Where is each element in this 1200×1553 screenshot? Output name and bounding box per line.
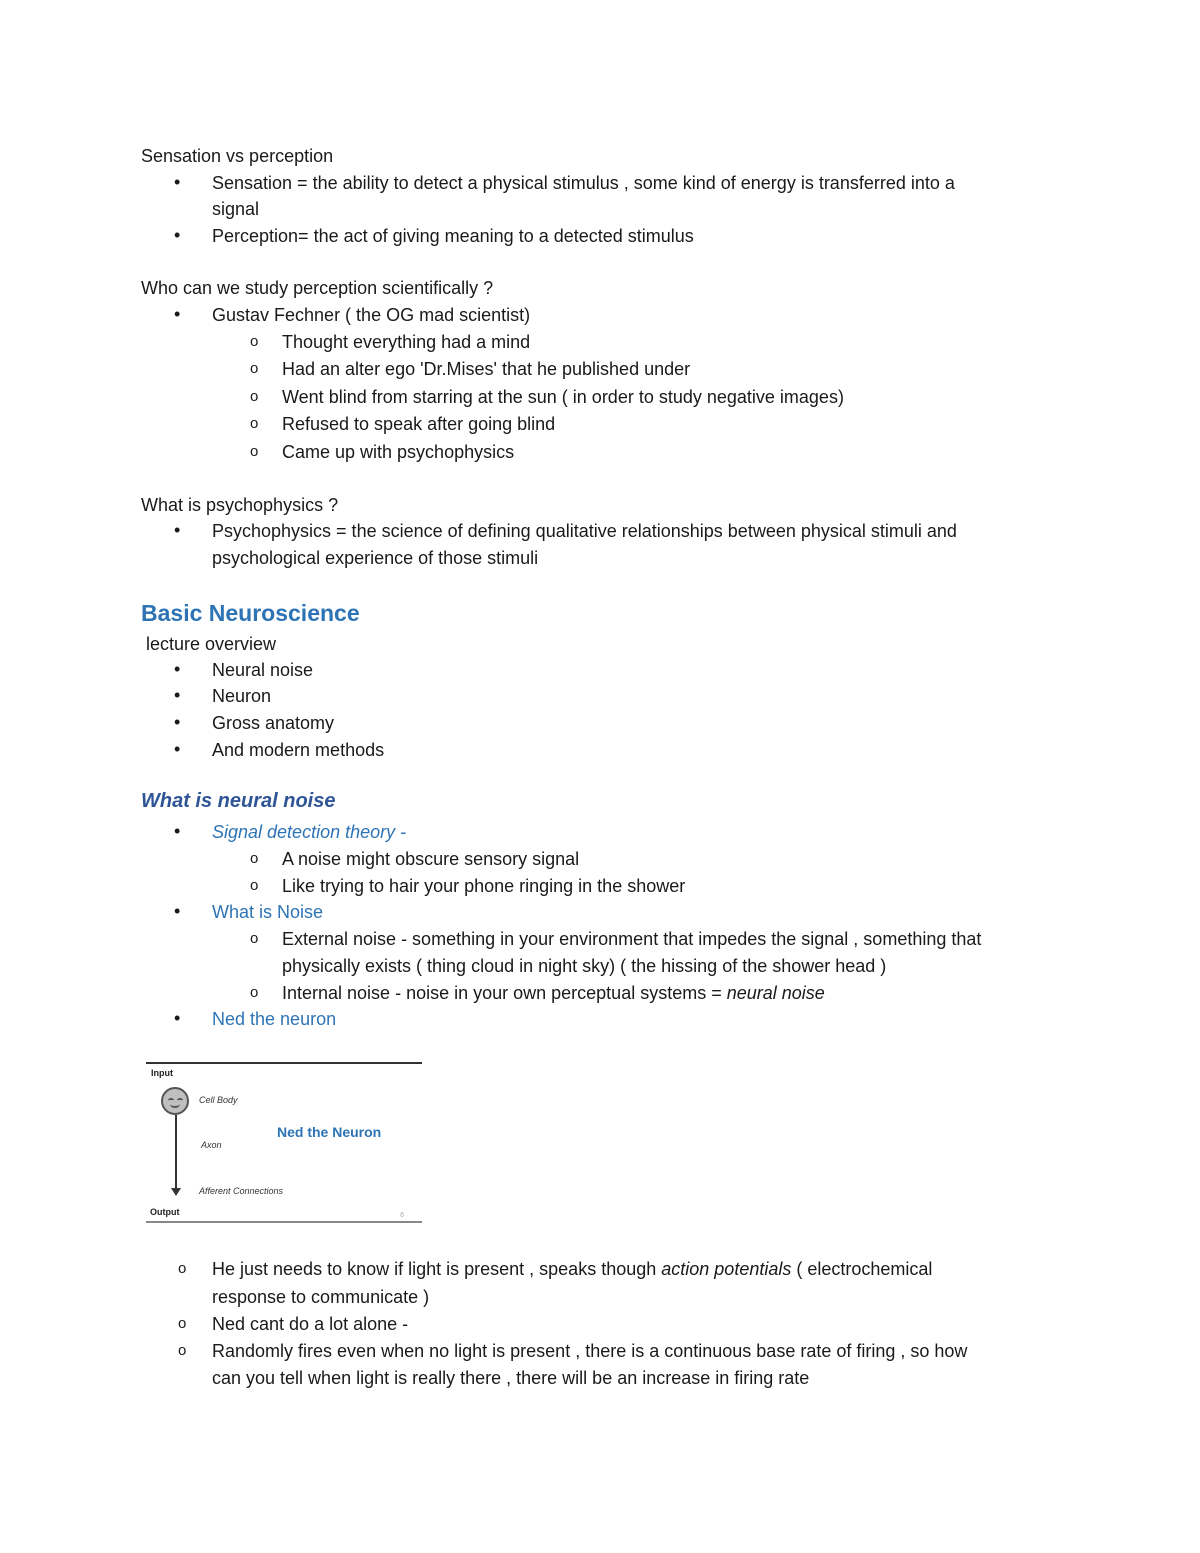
bullet-icon: • [174, 685, 181, 705]
circle-bullet-icon: o [250, 360, 259, 377]
figure-cell-body-label: Cell Body [199, 1095, 238, 1105]
bullet-icon: • [174, 225, 181, 245]
sub-list-item: A noise might obscure sensory signal [282, 849, 580, 869]
sub-list-item-continuation: response to communicate ) [212, 1287, 430, 1307]
arrow-down-icon [171, 1188, 181, 1196]
sub-list-item: Randomly fires even when no light is present , there is a continuous base rate of firing , so how [212, 1341, 968, 1361]
circle-bullet-icon: o [178, 1342, 187, 1359]
sub-list-item: Thought everything had a mind [282, 332, 531, 352]
sub-list-item: Went blind from starring at the sun ( in order to study negative images) [282, 387, 844, 407]
list-item: Neural noise [212, 660, 314, 680]
circle-bullet-icon: o [178, 1260, 187, 1277]
ned-neuron-figure [146, 1062, 422, 1223]
list-item: Gross anatomy [212, 713, 335, 733]
circle-bullet-icon: o [250, 388, 259, 405]
circle-bullet-icon: o [250, 415, 259, 432]
circle-bullet-icon: o [250, 877, 259, 894]
sub-list-item: Like trying to hair your phone ringing in the shower [282, 876, 686, 896]
bullet-icon: • [174, 520, 181, 540]
list-item-continuation: psychological experience of those stimuli [212, 548, 539, 568]
figure-output-label: Output [150, 1207, 180, 1217]
sub-list-item-continuation: can you tell when light is really there , there will be an increase in firing rate [212, 1368, 810, 1388]
text-italic: neural noise [726, 983, 825, 1003]
text-plain: ( electrochemical [791, 1259, 933, 1279]
list-item: Neuron [212, 686, 272, 706]
circle-bullet-icon: o [250, 930, 259, 947]
list-item: Perception= the act of giving meaning to a detected stimulus [212, 226, 694, 246]
sub-list-item-continuation: physically exists ( thing cloud in night sky) ( the hissing of the shower head ) [282, 956, 887, 976]
circle-bullet-icon: o [250, 443, 259, 460]
list-item: Signal detection theory - [212, 822, 407, 842]
list-item: What is Noise [212, 902, 324, 922]
bullet-icon: • [174, 659, 181, 679]
bullet-icon: • [174, 1008, 181, 1028]
figure-axon-label: Axon [201, 1140, 222, 1150]
list-item: And modern methods [212, 740, 385, 760]
list-item: Ned the neuron [212, 1009, 337, 1029]
figure-afferent-label: Afferent Connections [199, 1186, 284, 1196]
text-plain: Internal noise - noise in your own perceptual systems = [282, 983, 727, 1003]
sub-list-item: External noise - something in your environment that impedes the signal , something that [282, 929, 982, 949]
bullet-icon: • [174, 172, 181, 192]
figure-title: Ned the Neuron [277, 1124, 382, 1140]
sub-list-item [282, 980, 825, 1006]
sub-list-item: Had an alter ego 'Dr.Mises' that he published under [282, 359, 691, 379]
list-item: Psychophysics = the science of defining qualitative relationships between physical stimuli and [212, 521, 957, 541]
smiley-face-icon [161, 1087, 189, 1115]
axon-line [175, 1115, 177, 1192]
text-italic: action potentials [661, 1259, 792, 1279]
list-item-continuation: signal [212, 199, 260, 219]
circle-bullet-icon: o [250, 984, 259, 1001]
sub-list-item: Ned cant do a lot alone - [212, 1314, 409, 1334]
subheading: lecture overview [146, 634, 277, 654]
bullet-icon: • [174, 739, 181, 759]
sub-list-item: Refused to speak after going blind [282, 414, 556, 434]
circle-bullet-icon: o [250, 850, 259, 867]
bullet-icon: • [174, 712, 181, 732]
figure-input-label: Input [151, 1068, 173, 1078]
heading-neural-noise: What is neural noise [141, 790, 336, 812]
section-heading: What is psychophysics ? [141, 495, 339, 515]
figure-page-number: 6 [400, 1212, 404, 1219]
list-item: Sensation = the ability to detect a physical stimulus , some kind of energy is transferred into a [212, 173, 955, 193]
section-heading: Who can we study perception scientifically ? [141, 278, 494, 298]
circle-bullet-icon: o [250, 333, 259, 350]
sub-list-item [212, 1256, 932, 1282]
circle-bullet-icon: o [178, 1315, 187, 1332]
bullet-icon: • [174, 901, 181, 921]
text-plain: He just needs to know if light is present , speaks though [212, 1259, 662, 1279]
section-heading: Sensation vs perception [141, 146, 334, 166]
mouth-icon [170, 1100, 180, 1108]
sub-list-item: Came up with psychophysics [282, 442, 515, 462]
heading-basic-neuroscience: Basic Neuroscience [141, 600, 360, 626]
bullet-icon: • [174, 304, 181, 324]
list-item: Gustav Fechner ( the OG mad scientist) [212, 305, 531, 325]
bullet-icon: • [174, 821, 181, 841]
